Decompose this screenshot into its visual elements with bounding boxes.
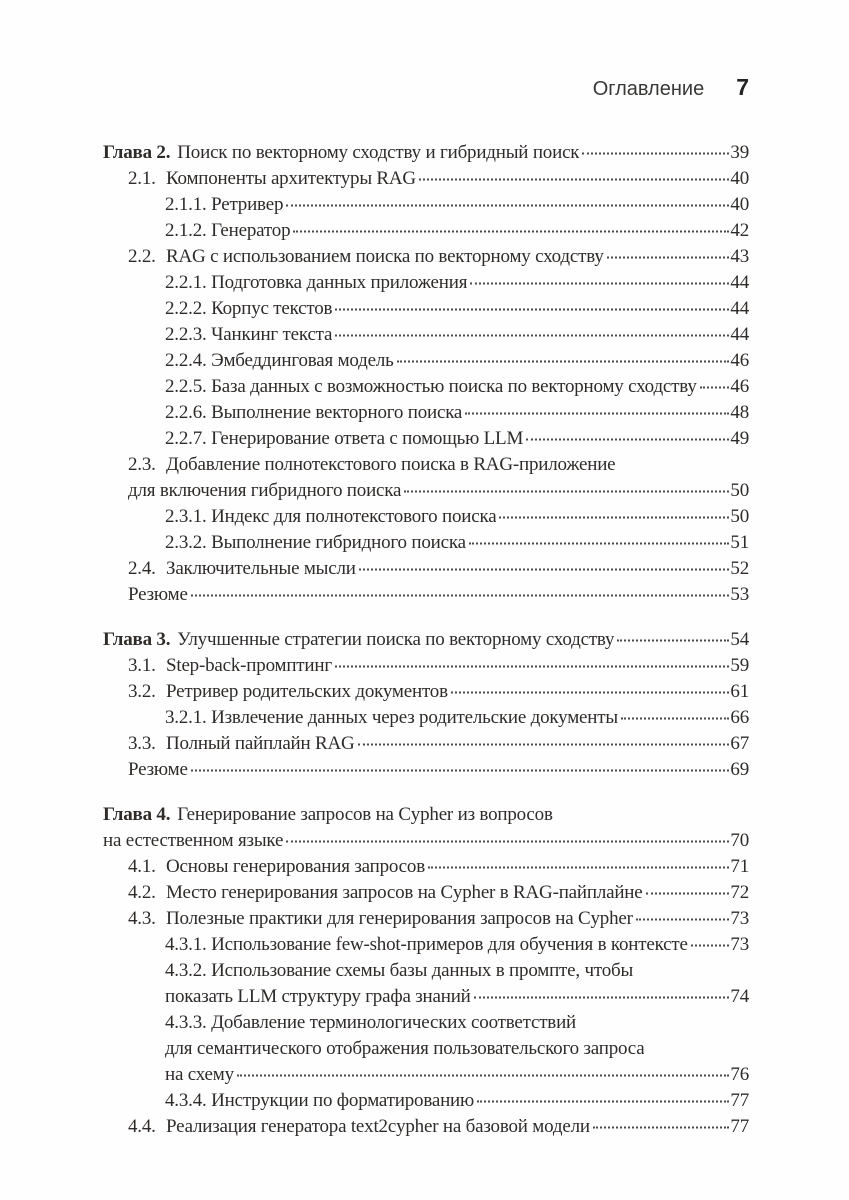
toc-line [103, 854, 749, 880]
toc-entry [103, 218, 749, 244]
toc-line [103, 270, 749, 296]
toc-entry-title: 4.3.4. Инструкции по форматированию [165, 1090, 475, 1111]
toc-entry [103, 452, 749, 504]
toc-page-number: 73 [730, 908, 749, 929]
toc-entry-title: 2.2.5. База данных с возможностью поиска по векторному сходству [165, 376, 697, 397]
toc-entry-title: Заключительные мысли [166, 558, 356, 579]
dot-leader [191, 595, 730, 597]
toc-page-number: 44 [730, 324, 749, 345]
toc-page-number: 46 [730, 350, 749, 371]
toc-line [103, 984, 749, 1010]
toc-page-number: 69 [730, 759, 749, 780]
toc-line [103, 244, 749, 270]
page-folio: 7 [736, 74, 749, 100]
toc-page-number: 39 [730, 142, 749, 163]
running-head-title: Оглавление [592, 78, 705, 100]
toc-entry-title: 2.2.7. Генерирование ответа с помощью LLM [165, 428, 524, 449]
toc-entry [103, 653, 749, 679]
toc-entry-title: Резюме [128, 584, 188, 605]
section-number: 4.2. [128, 882, 156, 903]
dot-leader [465, 413, 729, 415]
dot-leader [636, 919, 730, 921]
dot-leader [428, 867, 729, 869]
toc-line [103, 1114, 749, 1140]
toc-entry [103, 192, 749, 218]
dot-leader [526, 439, 729, 441]
toc-entry-title: Место генерирования запросов на Cypher в RAG-пайплайне [166, 882, 643, 903]
toc-entry-title: Основы генерирования запросов [166, 856, 425, 877]
dot-leader [451, 692, 730, 694]
dot-leader [470, 283, 729, 285]
toc-line [103, 1036, 749, 1062]
toc-line [103, 1062, 749, 1088]
toc-entry-title: Step-back-промптинг [166, 655, 332, 676]
toc-line [103, 582, 749, 608]
dot-leader [286, 841, 729, 843]
toc-entry [103, 958, 749, 1010]
toc-entry [103, 166, 749, 192]
toc-page-number: 66 [730, 707, 749, 728]
dot-leader [293, 231, 729, 233]
toc-entry-title: RAG с использованием поиска по векторному сходству [166, 246, 604, 267]
toc-line [103, 679, 749, 705]
toc-entry-title: для включения гибридного поиска [128, 480, 402, 501]
section-number: 2.3. [128, 454, 156, 475]
toc-entry-title: 2.2.6. Выполнение векторного поиска [165, 402, 463, 423]
toc-entry [103, 906, 749, 932]
section-number: 2.1. [128, 168, 156, 189]
toc-entry [103, 556, 749, 582]
toc-entry [103, 348, 749, 374]
toc-line [103, 802, 749, 828]
toc-entry-title: 4.3.2. Использование схемы базы данных в промпте, чтобы [165, 960, 634, 981]
toc-entry [103, 426, 749, 452]
toc-line [103, 731, 749, 757]
toc-entry-title: Генерирование запросов на Cypher из вопросов [177, 804, 553, 825]
toc-entry-title: Добавление полнотекстового поиска в RAG-приложение [166, 454, 616, 475]
toc-line [103, 296, 749, 322]
chapter-label: Глава 3. [103, 629, 171, 650]
dot-leader [617, 640, 729, 642]
toc-entry-title: Полный пайплайн RAG [166, 733, 355, 754]
toc-entry [103, 1114, 749, 1140]
toc-line [103, 932, 749, 958]
toc-page-number: 50 [730, 480, 749, 501]
section-number: 3.2. [128, 681, 156, 702]
toc-entry-title: 2.2.4. Эмбеддинговая модель [165, 350, 394, 371]
toc-page-number: 77 [730, 1116, 749, 1137]
toc-page-number: 76 [730, 1064, 749, 1085]
dot-leader [474, 997, 730, 999]
toc-page-number: 48 [730, 402, 749, 423]
dot-leader [419, 179, 729, 181]
toc-entry-title: на естественном языке [103, 830, 284, 851]
chapter-label: Глава 4. [103, 804, 171, 825]
dot-leader [621, 718, 729, 720]
toc-entry-title: 2.2.2. Корпус текстов [165, 298, 333, 319]
toc-line [103, 757, 749, 783]
toc-line [103, 426, 749, 452]
toc-line [103, 1010, 749, 1036]
toc-line [103, 653, 749, 679]
toc-entry [103, 731, 749, 757]
section-number: 2.4. [128, 558, 156, 579]
toc-line [103, 504, 749, 530]
toc-entry [103, 296, 749, 322]
toc-entry [103, 322, 749, 348]
toc [103, 140, 749, 1140]
toc-entry [103, 932, 749, 958]
toc-line [103, 828, 749, 854]
toc-entry-title: 2.1.1. Ретривер [165, 194, 284, 215]
dot-leader [237, 1075, 729, 1077]
dot-leader [335, 309, 729, 311]
toc-entry-title: Поиск по векторному сходству и гибридный поиск [177, 142, 580, 163]
toc-line [103, 627, 749, 653]
toc-entry-title: 4.3.1. Использование few-shot-примеров для обучения в контексте [165, 934, 688, 955]
section-number: 3.1. [128, 655, 156, 676]
toc-line [103, 880, 749, 906]
toc-page-number: 43 [730, 246, 749, 267]
toc-page-number: 72 [730, 882, 749, 903]
dot-leader [700, 387, 730, 389]
section-number: 2.2. [128, 246, 156, 267]
toc-entry-title: 2.3.1. Индекс для полнотекстового поиска [165, 506, 497, 527]
toc-entry [103, 530, 749, 556]
toc-entry-title: 3.2.1. Извлечение данных через родительские документы [165, 707, 618, 728]
toc-page-number: 77 [730, 1090, 749, 1111]
toc-page-number: 50 [730, 506, 749, 527]
toc-line [103, 192, 749, 218]
section-number: 3.3. [128, 733, 156, 754]
dot-leader [358, 744, 730, 746]
toc-entry [103, 802, 749, 854]
toc-entry-title: Улучшенные стратегии поиска по векторному сходству [177, 629, 615, 650]
toc-line [103, 452, 749, 478]
toc-line [103, 348, 749, 374]
toc-line [103, 958, 749, 984]
toc-line [103, 166, 749, 192]
toc-entry-title: на схему [165, 1064, 234, 1085]
toc-page-number: 54 [730, 629, 749, 650]
toc-line [103, 218, 749, 244]
dot-leader [404, 491, 729, 493]
toc-line [103, 400, 749, 426]
toc-page-number: 61 [730, 681, 749, 702]
toc-page-number: 74 [730, 986, 749, 1007]
toc-entry [103, 627, 749, 653]
toc-line [103, 478, 749, 504]
toc-page-number: 49 [730, 428, 749, 449]
toc-line [103, 1088, 749, 1114]
running-head [103, 75, 749, 101]
toc-page-number: 52 [730, 558, 749, 579]
toc-entry-title: 2.1.2. Генератор [165, 220, 291, 241]
toc-page-number: 40 [730, 194, 749, 215]
dot-leader [646, 893, 730, 895]
toc-entry [103, 679, 749, 705]
toc-entry [103, 880, 749, 906]
dot-leader [499, 517, 729, 519]
toc-page-number: 46 [730, 376, 749, 397]
toc-entry [103, 244, 749, 270]
toc-line [103, 530, 749, 556]
section-number: 4.1. [128, 856, 156, 877]
toc-page-number: 44 [730, 298, 749, 319]
dot-leader [593, 1127, 730, 1129]
toc-page-number: 53 [730, 584, 749, 605]
chapter-label: Глава 2. [103, 142, 171, 163]
toc-entry [103, 400, 749, 426]
toc-page-number: 67 [730, 733, 749, 754]
toc-entry-title: Компоненты архитектуры RAG [166, 168, 416, 189]
toc-entry-title: Ретривер родительских документов [166, 681, 448, 702]
toc-line [103, 705, 749, 731]
dot-leader [286, 205, 729, 207]
toc-line [103, 140, 749, 166]
toc-entry [103, 1088, 749, 1114]
dot-leader [335, 666, 729, 668]
dot-leader [582, 153, 729, 155]
toc-page-number: 51 [730, 532, 749, 553]
toc-line [103, 374, 749, 400]
toc-entry-title: 2.2.3. Чанкинг текста [165, 324, 333, 345]
toc-page-number: 71 [730, 856, 749, 877]
toc-entry [103, 374, 749, 400]
toc-entry [103, 504, 749, 530]
dot-leader [691, 945, 730, 947]
dot-leader [359, 569, 730, 571]
toc-page-number: 59 [730, 655, 749, 676]
toc-page-number: 44 [730, 272, 749, 293]
toc-entry-title: для семантического отображения пользовательского запроса [165, 1038, 645, 1059]
toc-entry [103, 705, 749, 731]
toc-entry [103, 854, 749, 880]
dot-leader [397, 361, 730, 363]
toc-entry [103, 140, 749, 166]
toc-entry-title: 4.3.3. Добавление терминологических соответствий [165, 1012, 577, 1033]
toc-entry-title: Полезные практики для генерирования запросов на Cypher [166, 908, 633, 929]
toc-entry [103, 270, 749, 296]
toc-line [103, 322, 749, 348]
dot-leader [469, 543, 730, 545]
toc-page-number: 70 [730, 830, 749, 851]
dot-leader [335, 335, 729, 337]
section-number: 4.3. [128, 908, 156, 929]
toc-entry-title: 2.3.2. Выполнение гибридного поиска [165, 532, 466, 553]
toc-entry-title: 2.2.1. Подготовка данных приложения [165, 272, 468, 293]
toc-page-number: 40 [730, 168, 749, 189]
dot-leader [607, 257, 730, 259]
toc-line [103, 556, 749, 582]
toc-entry-title: показать LLM структуру графа знаний [165, 986, 471, 1007]
toc-line [103, 906, 749, 932]
dot-leader [191, 770, 730, 772]
toc-entry-title: Реализация генератора text2cypher на базовой модели [166, 1116, 590, 1137]
dot-leader [477, 1101, 729, 1103]
toc-entry [103, 757, 749, 783]
toc-entry-title: Резюме [128, 759, 188, 780]
toc-entry [103, 1010, 749, 1088]
toc-page-number: 42 [730, 220, 749, 241]
toc-page-number: 73 [730, 934, 749, 955]
toc-entry [103, 582, 749, 608]
section-number: 4.4. [128, 1116, 156, 1137]
